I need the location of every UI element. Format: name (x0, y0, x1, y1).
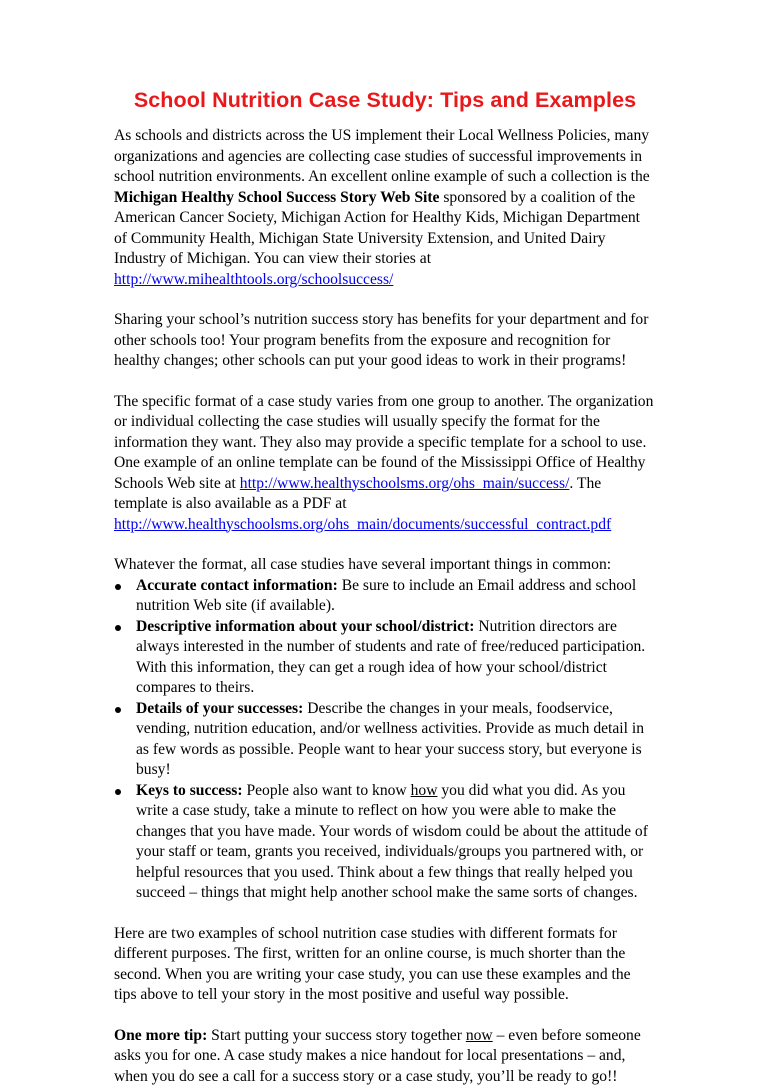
mississippi-pdf-link[interactable]: http://www.healthyschoolsms.org/ohs_main/documents/successful_contract.pdf (114, 516, 611, 533)
list-item (114, 699, 656, 781)
bullet-icon (115, 625, 121, 631)
list-item-text: Be sure to include an Email address and school nutrition Web site (if available). (136, 577, 636, 615)
paragraph-intro-text-b: sponsored by a coalition of the American Cancer Society, Michigan Action for Healthy Kids, Michigan Department of Community Health, Michigan State University Extension, and United Dairy Industry of Michigan. You can view their stories at (114, 189, 640, 268)
bullet-icon (115, 707, 121, 713)
list-item (114, 781, 656, 904)
bullet-icon (115, 789, 121, 795)
page-title: School Nutrition Case Study: Tips and Examples (114, 88, 656, 113)
paragraph-common-intro: Whatever the format, all case studies have several important things in common: (114, 555, 656, 576)
tip-heading: One more tip: (114, 1027, 207, 1044)
paragraph-benefits: Sharing your school’s nutrition success story has benefits for your department and for other schools too! Your program benefits from the exposure and recognition for healthy changes; other schools can put your good ideas to work in their programs! (114, 310, 656, 372)
list-item-underlined: how (411, 782, 438, 799)
paragraph-examples: Here are two examples of school nutrition case studies with different formats for different purposes. The first, written for an online course, is much shorter than the second. When you are writing your case study, you can use these examples and the tips above to tell your story in the most positive and useful way possible. (114, 924, 656, 1006)
list-item-text: Nutrition directors are always interested in the number of students and rate of free/reduced participation. With this information, they can get a rough idea of how your school/district compares to theirs. (136, 618, 645, 697)
list-item-heading: Keys to success: (136, 782, 243, 799)
mississippi-success-link[interactable]: http://www.healthyschoolsms.org/ohs_main/success/ (240, 475, 570, 492)
common-items-list (114, 576, 656, 904)
michigan-site-name: Michigan Healthy School Success Story Web Site (114, 189, 439, 206)
list-item-heading: Accurate contact information: (136, 577, 338, 594)
list-item-text: Describe the changes in your meals, foodservice, vending, nutrition education, and/or wellness activities. Provide as much detail in as few words as possible. People want to hear your success story, but everyone is busy! (136, 700, 644, 779)
list-item (114, 617, 656, 699)
list-item-heading: Descriptive information about your school/district: (136, 618, 474, 635)
tip-text-b: – even before someone asks you for one. A case study makes a nice handout for local presentations – and, when you do see a call for a success story or a case study, you’ll be ready to go!! (114, 1027, 641, 1085)
tip-underlined: now (466, 1027, 493, 1044)
paragraph-one-more-tip (114, 1026, 656, 1087)
paragraph-format-text-a: The specific format of a case study varies from one group to another. The organization or individual collecting the case studies will usually specify the format for the information they want. They also may provide a specific template for a school to use. One example of an online template can be found of the Mississippi Office of Healthy Schools Web site at (114, 393, 653, 492)
paragraph-format-text-b: . The template is also available as a PDF at (114, 475, 601, 513)
bullet-icon (115, 584, 121, 590)
paragraph-intro-text-a: As schools and districts across the US implement their Local Wellness Policies, many organizations and agencies are collecting case studies of successful improvements in school nutrition environments. An excellent online example of such a collection is the (114, 127, 650, 185)
paragraph-format (114, 392, 656, 536)
list-item-text-b: you did what you did. As you write a case study, take a minute to reflect on how you were able to make the changes that you have made. Your words of wisdom could be about the attitude of your staff or team, grants you received, individuals/groups you partnered with, or helpful resources that you used. Think about a few things that really helped you succeed – things that might help another school make the same sorts of changes. (136, 782, 648, 902)
list-item (114, 576, 656, 617)
list-item-heading: Details of your successes: (136, 700, 303, 717)
tip-text-a: Start putting your success story together (207, 1027, 466, 1044)
list-item-text-a: People also want to know (243, 782, 411, 799)
mihealthtools-link[interactable]: http://www.mihealthtools.org/schoolsuccess/ (114, 271, 393, 288)
paragraph-intro (114, 126, 656, 290)
